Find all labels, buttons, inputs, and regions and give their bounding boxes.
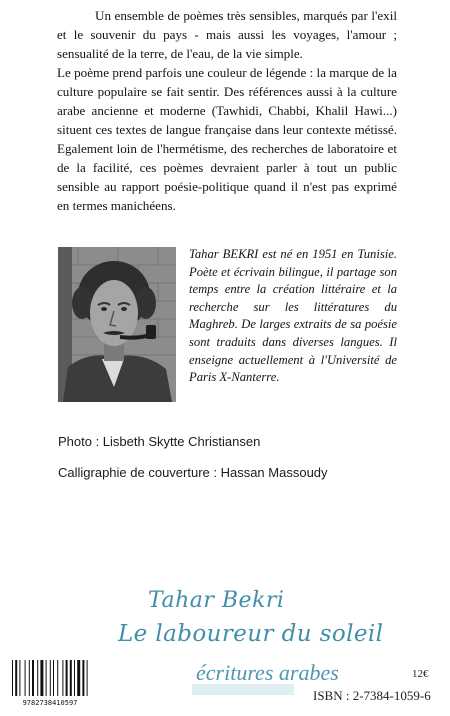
barcode-number: 9782738410597 [22,699,78,706]
isbn-label: ISBN : 2-7384-1059-6 [313,688,431,703]
collection-name: écritures arabes [196,660,339,685]
blurb-paragraph-2: Le poème prend parfois une couleur de légende : la marque de la culture populaire se fait sentir. Des références aussi à la culture arabe ancienne et moderne (Tawhidi, Chabbi, Khalil Hawi...) situent ces textes de langue française dans leur contexte métissé. Egalement loin de l'hermétisme, des recherches de laboratoire et de la facilité, ces poèmes devraient parler à tout un public sensible au rapport poésie-politique quand il n'est pas exprimé en termes manichéens. [57,65,397,213]
book-title-calligraphy: Le laboureur du soleil [118,621,384,647]
back-cover-blurb [57,6,397,215]
author-name-calligraphy: Tahar Bekri [148,588,285,613]
calligraphy-credit: Calligraphie de couverture : Hassan Massoudy [58,465,328,480]
barcode [8,658,92,706]
blurb-paragraph-1: Un ensemble de poèmes très sensibles, marqués par l'exil et le souvenir du pays - mais aussi les voyages, l'amour ; sensualité de la terre, de l'eau, de la vie simple. [57,8,397,61]
author-portrait-image [58,247,176,402]
price-label: 12€ [412,668,429,680]
photo-credit: Photo : Lisbeth Skytte Christiansen [58,434,261,449]
author-photo [58,247,176,402]
author-biography: Tahar BEKRI est né en 1951 en Tunisie. Poète et écrivain bilingue, il partage son temps entre la création littéraire et la recherche sur les littératures du Maghreb. De larges extraits de sa poésie sont traduits dans diverses langues. Il enseigne actuellement à l'Université de Paris X-Nanterre. [189,247,397,385]
